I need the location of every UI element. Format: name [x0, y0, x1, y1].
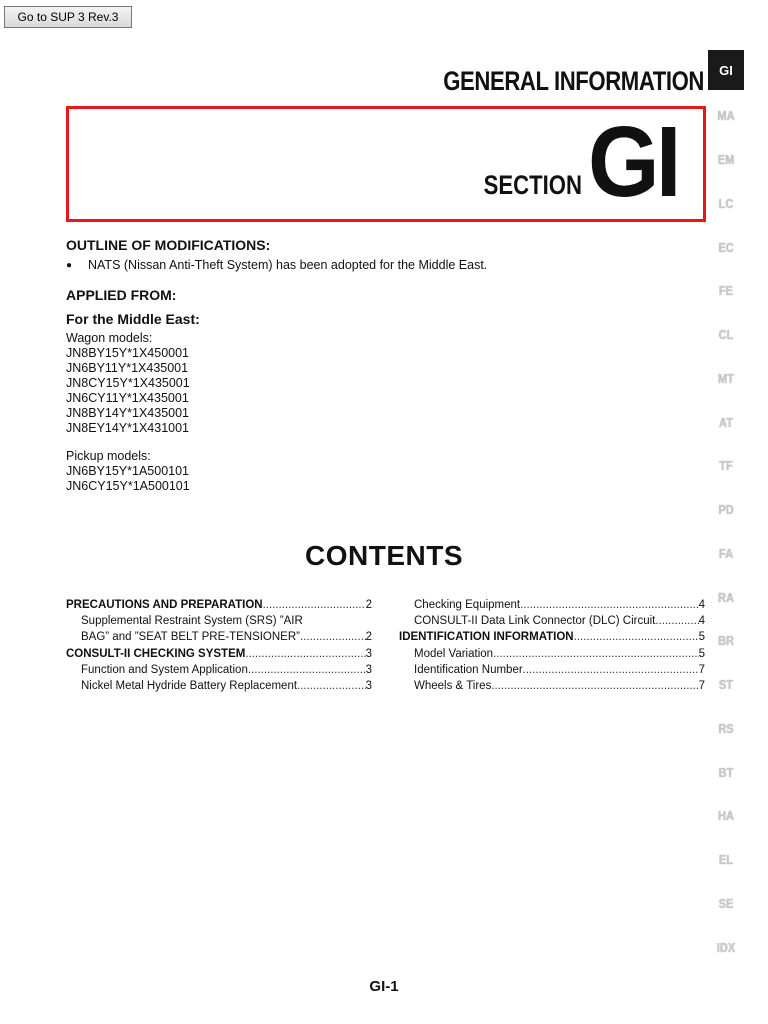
toc-label: Supplemental Restraint System (SRS) ”AIR — [81, 615, 303, 628]
toc-label: CONSULT-II Data Link Connector (DLC) Circuit — [414, 615, 656, 628]
toc-page: 2 — [365, 599, 372, 611]
toc-leader — [520, 597, 698, 613]
tab-ma[interactable]: MA — [717, 108, 735, 124]
model-code: JN8BY15Y*1X450001 — [66, 346, 190, 360]
toc-page: 5 — [698, 631, 705, 644]
toc-entry[interactable] — [66, 597, 372, 613]
model-code: JN6CY11Y*1X435001 — [66, 391, 189, 405]
toc-label: CONSULT-II CHECKING SYSTEM — [66, 647, 246, 660]
toc-entry[interactable] — [399, 662, 705, 678]
toc-label: Wheels & Tires — [414, 680, 492, 693]
toc-page: 3 — [365, 647, 372, 660]
model-code: JN6BY15Y*1A500101 — [66, 464, 190, 478]
tab-se[interactable]: SE — [718, 895, 734, 911]
toc-entry[interactable] — [399, 678, 705, 694]
pickup-models-label: Pickup models: — [66, 449, 151, 463]
toc-page: 4 — [698, 615, 705, 628]
toc-leader — [300, 629, 366, 645]
toc-label: Model Variation — [414, 647, 494, 660]
toc-label: Nickel Metal Hydride Battery Replacement — [81, 680, 298, 693]
wagon-models-block — [66, 331, 190, 436]
toc-leader — [574, 629, 699, 645]
toc-entry[interactable] — [66, 662, 372, 678]
toc-page: 2 — [365, 631, 372, 644]
tab-cl[interactable]: CL — [718, 327, 734, 343]
model-code: JN8BY14Y*1X435001 — [66, 406, 190, 420]
tab-pd[interactable]: PD — [718, 502, 734, 518]
toc-label: Function and System Application — [81, 663, 248, 676]
outline-heading: OUTLINE OF MODIFICATIONS: — [66, 237, 271, 253]
toc-page: 3 — [365, 680, 372, 693]
tab-fe[interactable]: FE — [718, 283, 734, 299]
applied-heading: APPLIED FROM: — [66, 287, 177, 303]
tab-ra[interactable]: RA — [718, 589, 734, 605]
toc-entry[interactable] — [399, 597, 705, 613]
toc-leader — [245, 646, 365, 662]
tab-st[interactable]: ST — [718, 677, 734, 693]
tab-mt[interactable]: MT — [718, 370, 734, 386]
section-code: GI — [588, 106, 678, 218]
outline-bullet — [66, 258, 487, 272]
toc-leader — [263, 597, 366, 613]
tab-ec[interactable]: EC — [718, 239, 734, 255]
toc-right-column — [399, 597, 705, 694]
toc-entry[interactable] — [399, 646, 705, 662]
toc-leader — [493, 646, 699, 662]
tab-tf[interactable]: TF — [719, 458, 733, 474]
page-number: GI-1 — [369, 978, 399, 995]
toc-label: PRECAUTIONS AND PREPARATION — [66, 599, 263, 611]
toc-label: Checking Equipment — [414, 599, 521, 611]
tab-lc[interactable]: LC — [718, 195, 734, 211]
page-title: GENERAL INFORMATION — [443, 66, 704, 96]
section-tabs — [708, 50, 744, 969]
model-code: JN8EY14Y*1X431001 — [66, 421, 190, 435]
section-word: SECTION — [483, 170, 582, 200]
tab-rs[interactable]: RS — [718, 720, 734, 736]
tab-at[interactable]: AT — [719, 414, 733, 430]
toc-leader — [248, 662, 366, 678]
toc-leader — [297, 678, 366, 694]
tab-fa[interactable]: FA — [718, 545, 734, 561]
toc-left-column — [66, 597, 372, 694]
tab-el[interactable]: EL — [718, 852, 734, 868]
toc-entry[interactable] — [399, 613, 705, 629]
model-code: JN8CY15Y*1X435001 — [66, 376, 190, 390]
toc-label-continued: BAG” and ”SEAT BELT PRE-TENSIONER” — [81, 631, 300, 644]
toc-leader — [655, 613, 698, 629]
wagon-models-label: Wagon models: — [66, 331, 153, 345]
tab-bt[interactable]: BT — [718, 764, 734, 780]
model-code: JN6CY15Y*1A500101 — [66, 479, 190, 493]
toc-page: 4 — [698, 599, 705, 611]
toc-entry[interactable] — [399, 629, 705, 645]
tab-br[interactable]: BR — [718, 633, 734, 649]
pickup-models-block — [66, 449, 190, 494]
tab-gi[interactable]: GI — [708, 50, 744, 90]
tab-ha[interactable]: HA — [718, 808, 734, 824]
tab-idx[interactable]: IDX — [716, 939, 736, 955]
toc-label: IDENTIFICATION INFORMATION — [399, 631, 574, 644]
toc-leader — [491, 678, 698, 694]
toc-page: 5 — [698, 647, 705, 660]
applied-subheading: For the Middle East: — [66, 311, 200, 327]
contents-title: CONTENTS — [305, 540, 463, 571]
bullet-icon: ● — [66, 260, 73, 271]
model-code: JN6BY11Y*1X435001 — [66, 361, 189, 375]
toc-entry[interactable] — [66, 646, 372, 662]
toc-page: 7 — [698, 680, 705, 693]
toc-entry[interactable] — [66, 678, 372, 694]
toc-label: Identification Number — [414, 663, 523, 676]
outline-bullet-text: NATS (Nissan Anti-Theft System) has been adopted for the Middle East. — [88, 258, 488, 272]
toc-page: 7 — [698, 663, 705, 676]
tab-em[interactable]: EM — [717, 152, 735, 168]
toc-leader — [523, 662, 699, 678]
toc-page: 3 — [365, 663, 372, 676]
goto-sup-button[interactable]: Go to SUP 3 Rev.3 — [4, 6, 132, 28]
toc-entry[interactable] — [66, 613, 372, 645]
